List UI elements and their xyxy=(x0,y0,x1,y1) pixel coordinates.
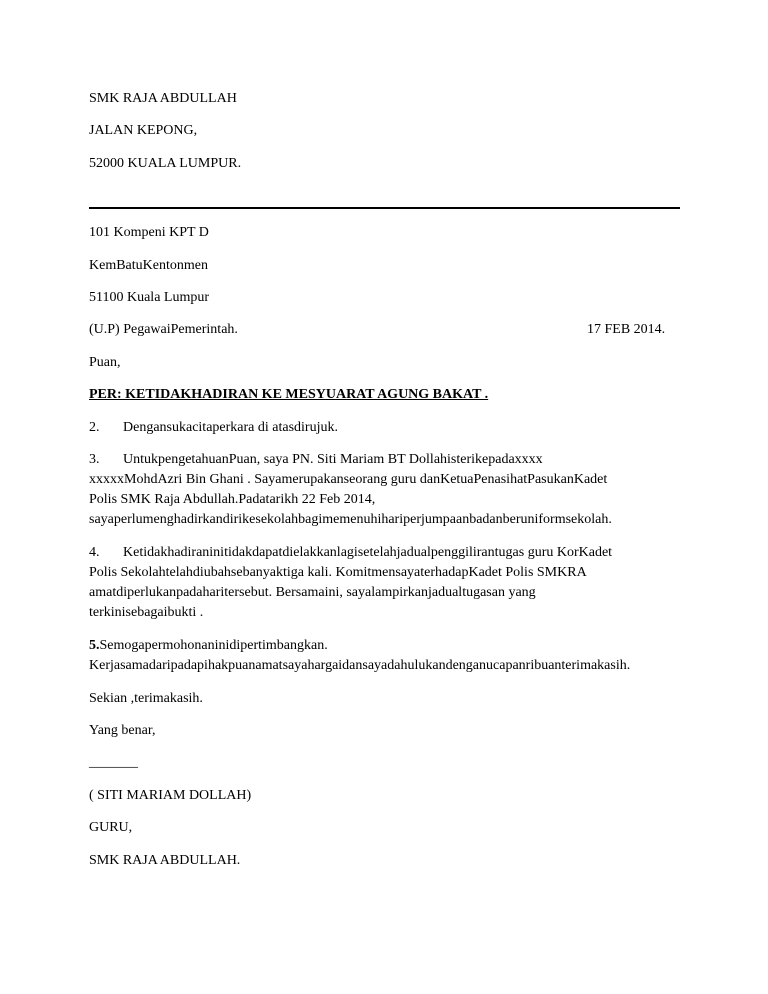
salutation: Puan, xyxy=(89,355,121,370)
recipient-line-2: KemBatuKentonmen xyxy=(89,258,208,273)
sender-line-2: JALAN KEPONG, xyxy=(89,123,198,138)
closing-line: Sekian ,terimakasih. xyxy=(89,691,203,706)
sender-line-1: SMK RAJA ABDULLAH xyxy=(89,91,237,106)
paragraph-4-line-4: terkinisebagaibukti . xyxy=(89,605,204,620)
signature-line: _______ xyxy=(89,755,138,770)
paragraph-2-number: 2. xyxy=(89,420,100,435)
signer-title: GURU, xyxy=(89,820,133,835)
paragraph-5-text-1: Semogapermohonaninidipertimbangkan. xyxy=(99,638,328,653)
paragraph-4-line-2: Polis Sekolahtelahdiubahsebanyaktiga kali. KomitmensayaterhadapKadet Polis SMKRA xyxy=(89,565,587,580)
recipient-line-1: 101 Kompeni KPT D xyxy=(89,225,209,240)
paragraph-4-line-3: amatdiperlukanpadaharitersebut. Bersamaini, sayalampirkanjadualtugasan yang xyxy=(89,585,536,600)
signer-name: ( SITI MARIAM DOLLAH) xyxy=(89,788,252,803)
paragraph-4-line-1 xyxy=(89,543,612,563)
sign-off: Yang benar, xyxy=(89,723,156,738)
recipient-line-4: (U.P) PegawaiPemerintah. xyxy=(89,322,238,337)
header-divider xyxy=(89,207,680,209)
paragraph-4-number: 4. xyxy=(89,545,100,560)
paragraph-2-text: Dengansukacitaperkara di atasdirujuk. xyxy=(123,420,338,435)
paragraph-3-line-4: sayaperlumenghadirkandirikesekolahbagimemenuhiharipe​rjumpaanbadanberuniformsekolah. xyxy=(89,512,612,527)
paragraph-5-line-2: Kerjasamadaripadapihakpuanamatsayahargaidansayadahulukandenganucapanribuanterimakasih. xyxy=(89,658,631,673)
recipient-line-3: 51100 Kuala Lumpur xyxy=(89,290,210,305)
paragraph-3-text-1: UntukpengetahuanPuan, saya PN. Siti Mariam BT Dollahisterikepadaxxxx xyxy=(123,452,543,467)
paragraph-3-line-2: xxxxxMohdAzri Bin Ghani . Sayamerupakanseorang guru danKetuaPenasihatPasukanKadet xyxy=(89,472,608,487)
letter-date: 17 FEB 2014. xyxy=(587,322,666,337)
paragraph-5-number: 5. xyxy=(89,638,100,653)
subject-line: PER: KETIDAKHADIRAN KE MESYUARAT AGUNG BAKAT . xyxy=(89,387,489,402)
signer-organization: SMK RAJA ABDULLAH. xyxy=(89,853,241,868)
paragraph-2 xyxy=(89,418,338,438)
paragraph-3-line-1 xyxy=(89,450,543,470)
paragraph-3-line-3: Polis SMK Raja Abdullah.Padatarikh 22 Feb 2014, xyxy=(89,492,376,507)
paragraph-3-number: 3. xyxy=(89,452,100,467)
sender-line-3: 52000 KUALA LUMPUR. xyxy=(89,156,242,171)
paragraph-4-text-1: Ketidakhadiraninitidakdapatdielakkanlagisetelahjadualpenggilirantugas guru KorKadet xyxy=(123,545,613,560)
paragraph-5-line-1 xyxy=(89,636,328,656)
